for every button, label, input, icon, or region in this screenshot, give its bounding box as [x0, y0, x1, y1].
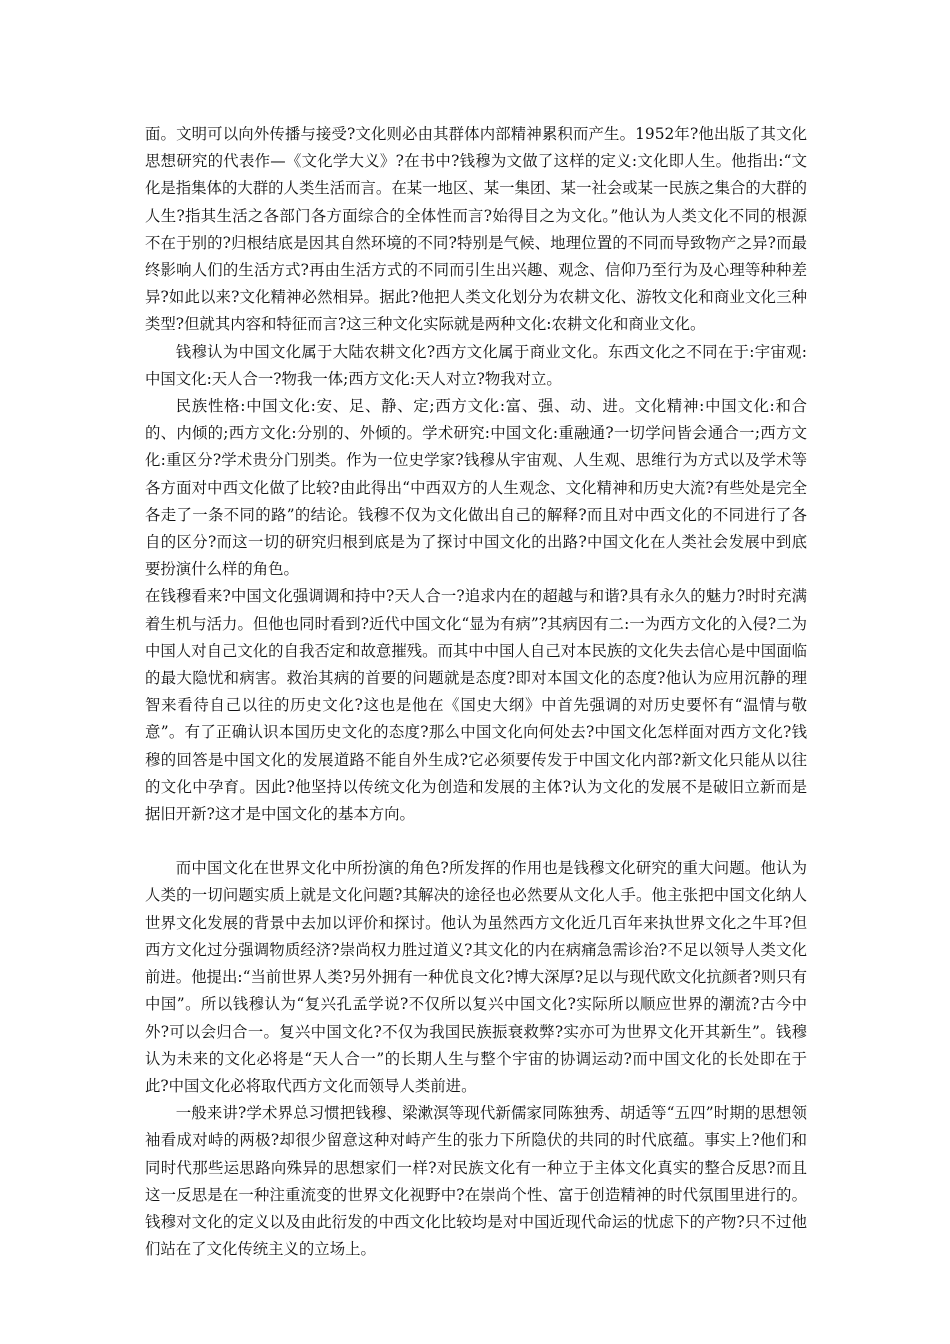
paragraph-5: 而中国文化在世界文化中所扮演的角色?所发挥的作用也是钱穆文化研究的重大问题。他认为人类的一切问题实质上就是文化问题?其解决的途径也必然要从文化人手。他主张把中国文化纳人世界文化发展的背景中去加以评价和探讨。他认为虽然西方文化近几百年来执世界文化之牛耳?但西方文化过分强调物质经济?崇尚权力胜过道义?其文化的内在病痛急需诊治?不足以领导人类文化前进。他提出:“当前世界人类?另外拥有一种优良文化?博大深厚?足以与现代欧文化抗颜者?则只有中国”。所以钱穆认为“复兴孔孟学说?不仅所以复兴中国文化?实际所以顺应世界的潮流?古今中外?可以会归合一。复兴中国文化?不仅为我国民族振衰救弊?实亦可为世界文化开其新生”。钱穆认为未来的文化必将是“天人合一”的长期人生与整个宇宙的协调运动?而中国文化的长处即在于此?中国文化必将取代西方文化而领导人类前进。	[145, 859, 807, 1095]
document-page	[145, 121, 807, 1263]
blank-line	[145, 828, 807, 855]
paragraph-4: 在钱穆看来?中国文化强调调和持中?天人合一?追求内在的超越与和谐?具有永久的魅力?时时充满着生机与活力。但他也同时看到?近代中国文化“显为有病”?其病因有二:一为西方文化的入侵?二为中国人对自己文化的自我否定和故意摧残。而其中中国人自己对本民族的文化失去信心是中国面临的最大隐忧和病害。救治其病的首要的问题就是态度?即对本国文化的态度?他认为应用沉静的理智来看待自己以往的历史文化?这也是他在《国史大纲》中首先强调的对历史要怀有“温情与敬意”。有了正确认识本国历史文化的态度?那么中国文化向何处去?中国文化怎样面对西方文化?钱穆的回答是中国文化的发展道路不能自外生成?它必须要传发于中国文化内部?新文化只能从以往的文化中孕育。因此?他坚持以传统文化为创造和发展的主体?认为文化的发展不是破旧立新而是据旧开新?这才是中国文化的基本方向。	[145, 587, 807, 824]
paragraph-6: 一般来讲?学术界总习惯把钱穆、梁漱溟等现代新儒家同陈独秀、胡适等“五四”时期的思想领袖看成对峙的两极?却很少留意这种对峙产生的张力下所隐伏的共同的时代底蕴。事实上?他们和同时代那些运思路向殊异的思想家们一样?对民族文化有一种立于主体文化真实的整合反思?而且这一反思是在一种注重流变的世界文化视野中?在崇尚个性、富于创造精神的时代氛围里进行的。钱穆对文化的定义以及由此衍发的中西文化比较均是对中国近现代命运的忧虑下的产物?只不过他们站在了文化传统主义的立场上。	[145, 1104, 807, 1259]
paragraph-3: 民族性格:中国文化:安、足、静、定;西方文化:富、强、动、进。文化精神:中国文化:和合的、内倾的;西方文化:分别的、外倾的。学术研究:中国文化:重融通?一切学问皆会通合一;西方文化:重区分?学术贵分门别类。作为一位史学家?钱穆从宇宙观、人生观、思维行为方式以及学术等各方面对中西文化做了比较?由此得出“中西双方的人生观念、文化精神和历史大流?有些处是完全各走了一条不同的路”的结论。钱穆不仅为文化做出自己的解释?而且对中西文化的不同进行了各自的区分?而这一切的研究归根到底是为了探讨中国文化的出路?中国文化在人类社会发展中到底要扮演什么样的角色。	[145, 397, 807, 579]
paragraph-2: 钱穆认为中国文化属于大陆农耕文化?西方文化属于商业文化。东西文化之不同在于:宇宙观:中国文化:天人合一?物我一体;西方文化:天人对立?物我对立。	[145, 342, 807, 388]
paragraph-1: 面。文明可以向外传播与接受?文化则必由其群体内部精神累积而产生。1952年?他出版了其文化思想研究的代表作—《文化学大义》?在书中?钱穆为文做了这样的定义:文化即人生。他指出:“文化是指集体的大群的人类生活而言。在某一地区、某一集团、某一社会或某一民族之集合的大群的人生?指其生活之各部门各方面综合的全体性而言?始得目之为文化。”他认为人类文化不同的根源不在于别的?归根结底是因其自然环境的不同?特别是气候、地理位置的不同而导致物产之异?而最终影响人们的生活方式?再由生活方式的不同而引生出兴趣、观念、信仰乃至行为及心理等种种差异?如此以来?文化精神必然相异。据此?他把人类文化划分为农耕文化、游牧文化和商业文化三种类型?但就其内容和特征而言?这三种文化实际就是两种文化:农耕文化和商业文化。	[145, 125, 807, 334]
